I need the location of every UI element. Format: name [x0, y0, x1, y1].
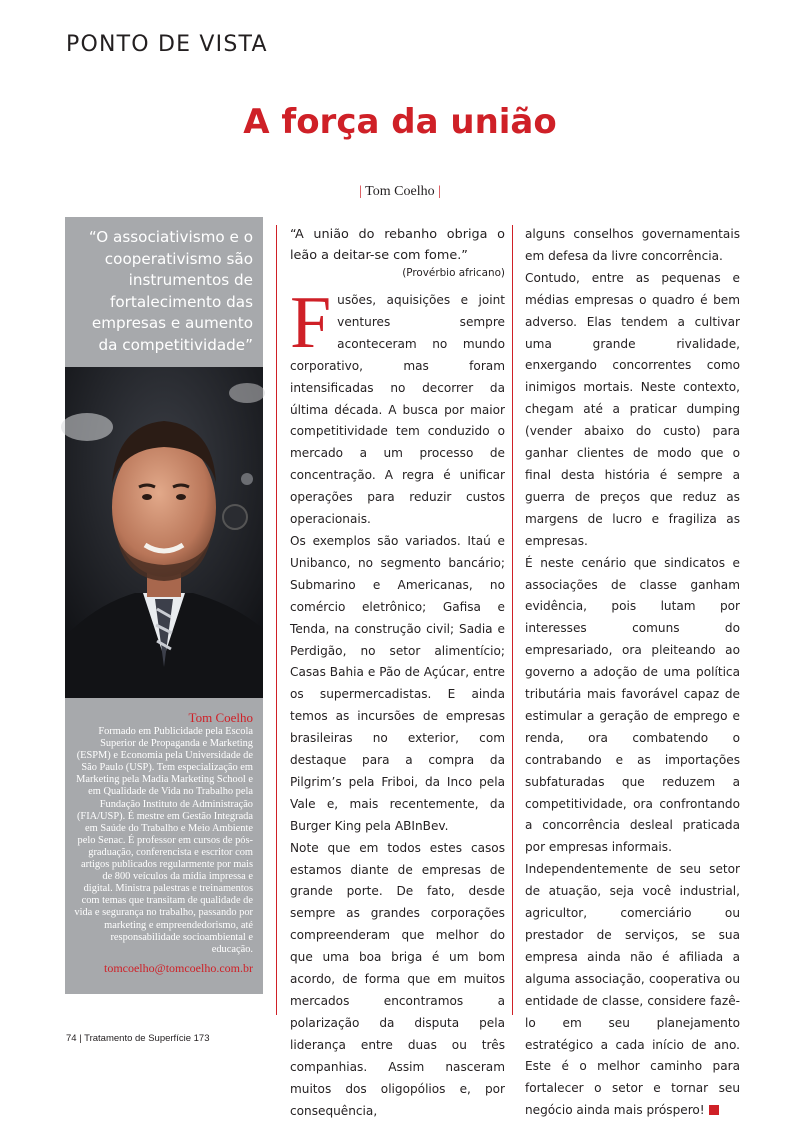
author-email-link[interactable]: tomcoelho@tomcoelho.com.br: [103, 960, 253, 975]
paragraph-1-text: usões, aquisições e joint ventures sempre aconteceram no mundo corporativo, mas foram intensificadas no decorrer da última década. A busca por maior competitividade tem conduzido o mercado a um processo de concentração. A regra é unificar operações para reduzir custos operacionais.: [290, 293, 505, 527]
paragraph-1: [290, 282, 505, 531]
article-column-middle: [290, 224, 505, 1122]
article-column-right: [525, 224, 740, 1122]
section-label: PONTO DE VISTA: [66, 32, 268, 57]
bio-text: Formado em Publicidade pela Escola Superior de Propaganda e Marketing (ESPM) e Economia pela Universidade de São Paulo (USP). Tem especialização em Marketing pela Madia Marketing School e em Qualidade de Vida no Trabalho pela Fundação Instituto de Administração (FIA/USP). É mestre em Gestão Integrada em Saúde do Trabalho e Meio Ambiente pelo Senac. É professor em cursos de pós-graduação, conferencista e escritor com artigos publicados regularmente por mais de 800 veículos da mídia impressa e digital. Ministra palestras e treinamentos com temas que transitam de qualidade de vida e segurança no trabalho, passando por marketing e empreendedorismo, até responsabilidade socioambiental e educação.: [74, 726, 253, 955]
paragraph-4: alguns conselhos governamentais em defesa da livre concorrência.: [525, 227, 740, 263]
bio-name: Tom Coelho: [188, 710, 253, 725]
page-footer: 74 | Tratamento de Superfície 173: [66, 1033, 210, 1044]
drop-cap: F: [290, 282, 332, 364]
byline-author: Tom Coelho: [365, 184, 435, 199]
column-rule-left: [276, 225, 277, 1015]
paragraph-6: É neste cenário que sindicatos e associações de classe ganham evidência, pois lutam por interesses comuns do empresariado, ora pleiteando ao governo a adoção de uma política tributária mais favorável capaz de estimular a geração de emprego e renda, ora combatendo o contrabando e as importações subfaturadas que reduzem a competitividade, ora confrontando a concorrência desleal praticada por empresas informais.: [525, 555, 740, 855]
column-rule-right: [512, 225, 513, 1015]
paragraph-5: Contudo, entre as pequenas e médias empresas o quadro é bem adverso. Elas tendem a cultivar uma grande rivalidade, enxergando concorrentes como inimigos mortais. Neste contexto, chegam até a praticar dumping (vender abaixo do custo) para ganhar clientes de modo que o final desta história é sempre a guerra de preços que reduz as margens de lucro e fragiliza as empresas.: [525, 270, 740, 548]
end-mark-icon: [709, 1105, 719, 1115]
paragraph-3: Note que em todos estes casos estamos diante de empresas de grande porte. De fato, desde sempre as grandes corporações compreenderam que melhor do que uma boa briga é um bom acordo, de forma que em muitos mercados encontramos a polarização da disputa pela liderança entre duas ou três companhias. Assim nasceram muitos dos oligopólios e, por consequência,: [290, 840, 505, 1118]
byline-bar-left: |: [359, 184, 362, 199]
epigraph-quote: “A união do rebanho obriga o leão a deitar-se com fome.”: [290, 227, 505, 263]
author-sidebar: [65, 217, 263, 994]
byline-bar-right: |: [438, 184, 441, 199]
epigraph-source: (Provérbio africano): [402, 267, 505, 279]
author-bio: [65, 698, 263, 994]
paragraph-7: [525, 859, 740, 1122]
article-title: A força da união: [243, 102, 557, 142]
byline: [0, 184, 800, 200]
paragraph-2: Os exemplos são variados. Itaú e Unibanco, no segmento bancário; Submarino e Americanas, no comércio eletrônico; Gafisa e Tenda, na construção civil; Sadia e Perdigão, no setor alimentício; Casas Bahia e Pão de Açúcar, entre os supermercadistas. E ainda temos as incursões de empresas brasileiras no exterior, com destaque para a compra da Pilgrim’s pela Friboi, da Inco pela Vale e, mais recentemente, da Burger King pela ABInBev.: [290, 533, 505, 833]
paragraph-7-text: Independentemente de seu setor de atuação, seja você industrial, agricultor, comerciário ou prestador de serviços, se sua empresa ainda não é afiliada a alguma associação, cooperativa ou entidade de classe, considere fazê-lo em seu planejamento estratégico a cada início de ano. Este é o melhor caminho para fortalecer o setor e tornar seu negócio ainda mais próspero!: [525, 862, 740, 1118]
pull-quote: “O associativismo e o cooperativismo são instrumentos de fortalecimento das empresas e aumento da competitividade”: [65, 217, 263, 367]
author-portrait-image: [65, 367, 263, 698]
author-photo: [65, 367, 263, 698]
